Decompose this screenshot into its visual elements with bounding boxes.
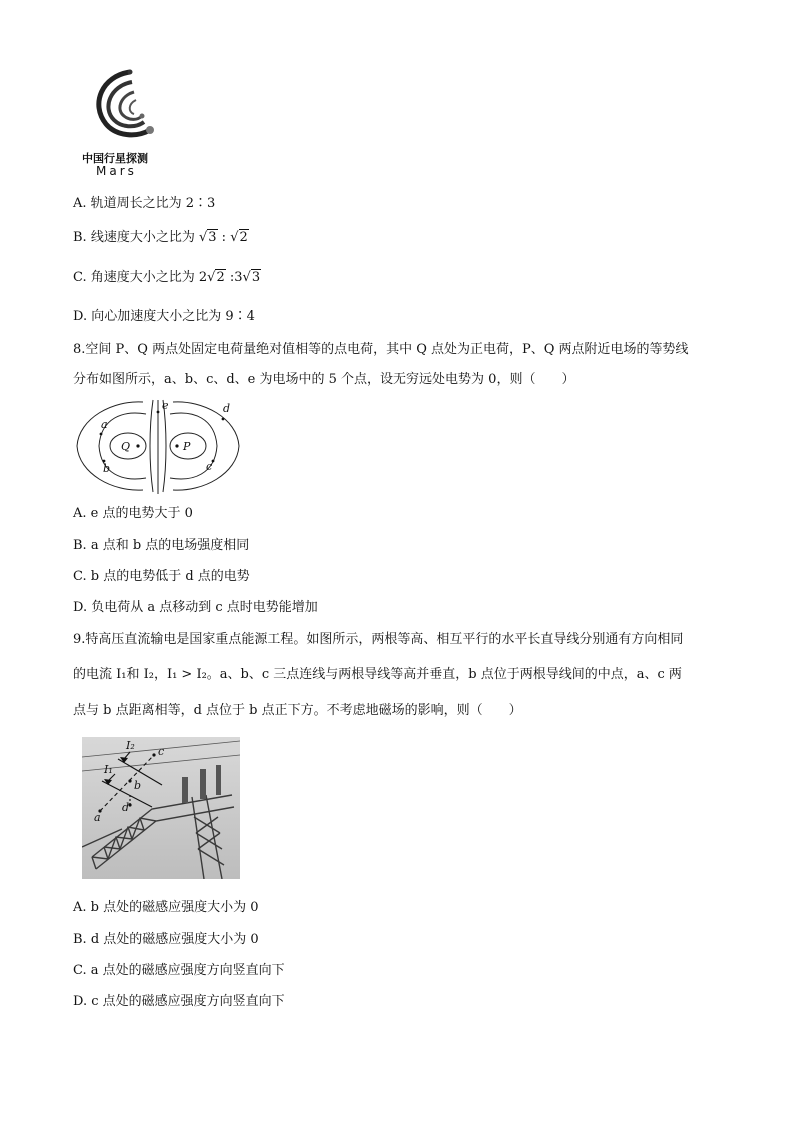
q9-label-I1: I₁ [104, 763, 113, 776]
q8-label-Q: Q [121, 440, 131, 453]
sqrt-3-radicand: 3 [208, 230, 217, 245]
logo-text-cn: 中国行星探测 [82, 152, 148, 165]
q9-label-d: d [122, 801, 130, 814]
q9-stem-line2: 的电流 I₁和 I₂，I₁ > I₂。a、b、c 三点连线与两根导线等高并垂直，b 点位于两根导线间的中点，a、c 两 [73, 667, 682, 682]
q9-label-I2: I₂ [126, 739, 135, 752]
logo-arcs-icon [80, 66, 180, 146]
q7-option-c [73, 270, 261, 286]
q9-option-b: B. d 点处的磁感应强度大小为 0 [73, 932, 259, 947]
q7-option-b [73, 230, 249, 246]
q8-label-b: b [103, 462, 111, 475]
q8-label-a: a [101, 418, 108, 431]
q8-label-e: e [162, 399, 169, 412]
q8-label-d: d [223, 402, 231, 415]
q9-option-a: A. b 点处的磁感应强度大小为 0 [73, 900, 259, 915]
ratio-sep: : [221, 230, 227, 245]
q9-option-c: C. a 点处的磁感应强度方向竖直向下 [73, 963, 285, 978]
q8-option-d: D. 负电荷从 a 点移动到 c 点时电势能增加 [73, 600, 318, 615]
q8-stem-line2: 分布如图所示，a、b、c、d、e 为电场中的 5 个点，设无穷远处电势为 0，则（ ） [73, 372, 575, 387]
q8-stem-line1: 8.空间 P、Q 两点处固定电荷量绝对值相等的点电荷，其中 Q 点处为正电荷，P、Q 两点附近电场的等势线 [73, 342, 689, 357]
ratio-sep-c: :3 [229, 270, 243, 285]
q9-stem-line1: 9.特高压直流输电是国家重点能源工程。如图所示，两根等高、相互平行的水平长直导线分别通有方向相同 [73, 632, 684, 647]
sqrt-2b: √2 [207, 270, 225, 285]
q9-label-a: a [94, 811, 101, 824]
sqrt-3b: √3 [242, 270, 261, 285]
logo-text-en: Mars [96, 164, 137, 178]
sqrt-2b-radicand: 2 [216, 270, 225, 285]
q8-label-c: c [206, 460, 213, 473]
q8-option-c: C. b 点的电势低于 d 点的电势 [73, 569, 250, 584]
sqrt-3: √3 [198, 230, 217, 245]
coef: 2 [198, 270, 208, 285]
q9-stem-line3: 点与 b 点距离相等，d 点位于 b 点正下方。不考虑地磁场的影响，则（ ） [73, 703, 522, 718]
equipotential-lines-icon [73, 398, 243, 494]
q9-label-b: b [134, 779, 142, 792]
sqrt-3b-radicand: 3 [251, 270, 261, 285]
q9-power-line-photo [82, 737, 240, 879]
sqrt-2: √2 [230, 230, 248, 245]
q7-option-c-prefix: C. 角速度大小之比为 [73, 270, 199, 285]
transmission-tower-image [82, 737, 240, 879]
q9-option-d: D. c 点处的磁感应强度方向竖直向下 [73, 994, 285, 1009]
q8-equipotential-figure [73, 398, 243, 494]
sqrt-2-radicand: 2 [239, 230, 248, 245]
q7-option-a: A. 轨道周长之比为 2∶3 [73, 196, 216, 211]
q9-label-c: c [158, 745, 165, 758]
q7-option-b-prefix: B. 线速度大小之比为 [73, 230, 199, 245]
mars-exploration-logo [80, 66, 180, 178]
q8-option-b: B. a 点和 b 点的电场强度相同 [73, 538, 250, 553]
q7-option-d: D. 向心加速度大小之比为 9∶4 [73, 309, 255, 324]
q8-option-a: A. e 点的电势大于 0 [73, 506, 193, 521]
q8-label-P: P [183, 440, 191, 453]
